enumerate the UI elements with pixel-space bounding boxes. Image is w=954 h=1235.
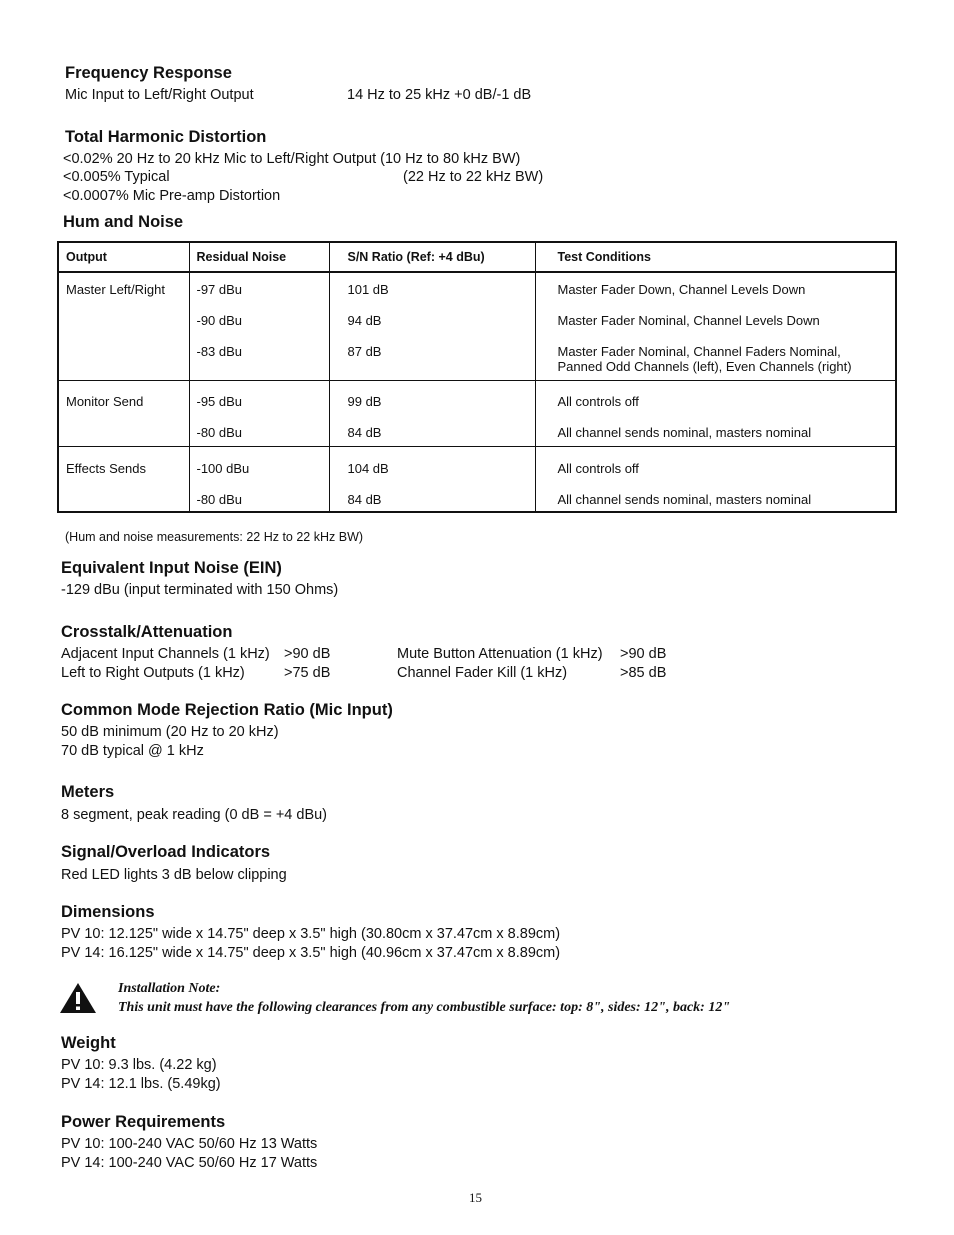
hum-noise-heading: Hum and Noise: [63, 213, 184, 231]
output-cell: Master Left/Right: [58, 272, 189, 381]
installation-note-text: This unit must have the following clearances from any combustible surface: top: 8", sides: 12", back: 12": [118, 1000, 731, 1015]
table-row: [58, 447, 896, 477]
installation-note-title: Installation Note:: [118, 981, 221, 996]
page-number: 15: [469, 1190, 482, 1205]
crosstalk-fader-kill-label: Channel Fader Kill (1 kHz): [397, 665, 568, 681]
sn-ratio-cell: 87 dB: [329, 328, 535, 381]
col-header-sn-ratio: S/N Ratio (Ref: +4 dBu): [329, 242, 535, 272]
frequency-response-label: Mic Input to Left/Right Output: [65, 87, 254, 103]
test-conditions-line: Panned Odd Channels (left), Even Channels (right): [557, 359, 852, 374]
dimensions-heading: Dimensions: [61, 903, 155, 921]
weight-line-2: PV 14: 12.1 lbs. (5.49kg): [61, 1076, 221, 1092]
residual-noise-cell: -95 dBu: [189, 381, 329, 410]
residual-noise-cell: -100 dBu: [189, 447, 329, 477]
sn-ratio-cell: 84 dB: [329, 476, 535, 512]
dimensions-line-1: PV 10: 12.125" wide x 14.75" deep x 3.5" high (30.80cm x 37.47cm x 8.89cm): [61, 926, 561, 942]
thd-line-3: <0.0007% Mic Pre-amp Distortion: [63, 188, 281, 204]
col-header-output: Output: [58, 242, 189, 272]
sn-ratio-cell: 104 dB: [329, 447, 535, 477]
installation-note: [118, 979, 730, 1017]
col-header-test-conditions: Test Conditions: [535, 242, 896, 272]
crosstalk-mute-value: >90 dB: [620, 646, 667, 662]
test-conditions-line: Master Fader Nominal, Channel Faders Nominal,: [557, 344, 841, 359]
crosstalk-fader-kill-value: >85 dB: [620, 665, 667, 681]
sn-ratio-cell: 99 dB: [329, 381, 535, 410]
dimensions-line-2: PV 14: 16.125" wide x 14.75" deep x 3.5" high (40.96cm x 37.47cm x 8.89cm): [61, 945, 561, 961]
crosstalk-lr-label: Left to Right Outputs (1 kHz): [61, 665, 245, 681]
signal-overload-heading: Signal/Overload Indicators: [61, 843, 271, 861]
ein-line-1: -129 dBu (input terminated with 150 Ohms): [61, 582, 339, 598]
thd-heading: Total Harmonic Distortion: [65, 128, 267, 146]
output-cell: Effects Sends: [58, 447, 189, 513]
residual-noise-cell: -97 dBu: [189, 272, 329, 297]
hum-noise-table: [57, 241, 897, 513]
table-row: [58, 272, 896, 297]
meters-line-1: 8 segment, peak reading (0 dB = +4 dBu): [61, 807, 328, 823]
hum-noise-footnote: (Hum and noise measurements: 22 Hz to 22 kHz BW): [65, 530, 364, 544]
power-line-1: PV 10: 100-240 VAC 50/60 Hz 13 Watts: [61, 1136, 318, 1152]
cmrr-line-1: 50 dB minimum (20 Hz to 20 kHz): [61, 724, 279, 740]
cmrr-heading: Common Mode Rejection Ratio (Mic Input): [61, 701, 393, 719]
crosstalk-mute-label: Mute Button Attenuation (1 kHz): [397, 646, 603, 662]
test-conditions-cell: Master Fader Nominal, Channel Levels Down: [535, 297, 896, 328]
power-line-2: PV 14: 100-240 VAC 50/60 Hz 17 Watts: [61, 1155, 318, 1171]
residual-noise-cell: -90 dBu: [189, 297, 329, 328]
residual-noise-cell: -83 dBu: [189, 328, 329, 381]
thd-line-1: <0.02% 20 Hz to 20 kHz Mic to Left/Right Output (10 Hz to 80 kHz BW): [63, 151, 521, 167]
ein-heading: Equivalent Input Noise (EIN): [61, 559, 282, 577]
test-conditions-cell: All controls off: [535, 447, 896, 477]
crosstalk-adjacent-label: Adjacent Input Channels (1 kHz): [61, 646, 270, 662]
thd-line-2-bw: (22 Hz to 22 kHz BW): [403, 169, 544, 185]
test-conditions-cell: [535, 328, 896, 381]
warning-triangle-icon: [59, 982, 97, 1019]
weight-line-1: PV 10: 9.3 lbs. (4.22 kg): [61, 1057, 217, 1073]
sn-ratio-cell: 84 dB: [329, 409, 535, 447]
test-conditions-cell: All channel sends nominal, masters nominal: [535, 409, 896, 447]
test-conditions-cell: All channel sends nominal, masters nominal: [535, 476, 896, 512]
meters-heading: Meters: [61, 783, 115, 801]
table-header-row: [58, 242, 896, 272]
residual-noise-cell: -80 dBu: [189, 409, 329, 447]
sn-ratio-cell: 101 dB: [329, 272, 535, 297]
power-heading: Power Requirements: [61, 1113, 226, 1131]
residual-noise-cell: -80 dBu: [189, 476, 329, 512]
crosstalk-adjacent-value: >90 dB: [284, 646, 331, 662]
col-header-residual-noise: Residual Noise: [189, 242, 329, 272]
frequency-response-heading: Frequency Response: [65, 64, 232, 82]
output-cell: Monitor Send: [58, 381, 189, 447]
signal-overload-line-1: Red LED lights 3 dB below clipping: [61, 867, 287, 883]
frequency-response-value: 14 Hz to 25 kHz +0 dB/-1 dB: [347, 87, 532, 103]
crosstalk-heading: Crosstalk/Attenuation: [61, 623, 233, 641]
test-conditions-cell: Master Fader Down, Channel Levels Down: [535, 272, 896, 297]
crosstalk-lr-value: >75 dB: [284, 665, 331, 681]
weight-heading: Weight: [61, 1034, 116, 1052]
table-row: [58, 381, 896, 410]
cmrr-line-2: 70 dB typical @ 1 kHz: [61, 743, 204, 759]
sn-ratio-cell: 94 dB: [329, 297, 535, 328]
test-conditions-cell: All controls off: [535, 381, 896, 410]
thd-line-2: <0.005% Typical: [63, 169, 170, 185]
